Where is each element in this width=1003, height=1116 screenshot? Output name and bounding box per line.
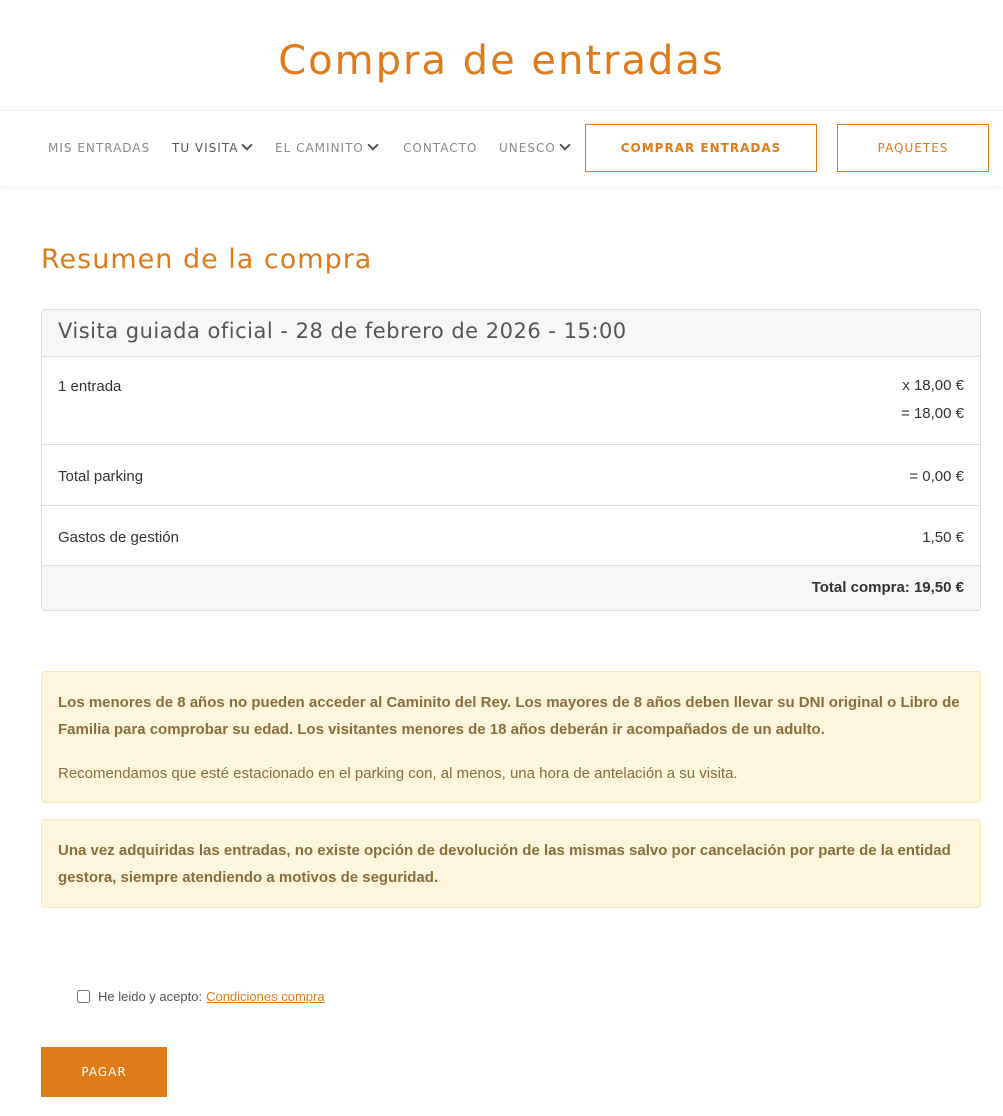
chevron-down-icon: [559, 139, 570, 150]
refund-notice: Una vez adquiridas las entradas, no existe opción de devolución de las mismas salvo por cancelación por parte de la entidad gestora, siempre atendiendo a motivos de seguridad.: [58, 842, 951, 886]
terms-acceptance: [77, 989, 325, 1004]
visit-title: Visita guiada oficial - 28 de febrero de 2026 - 15:00: [42, 310, 980, 357]
ticket-unit-price: x 18,00 €: [902, 377, 964, 394]
fees-value: 1,50 €: [922, 529, 964, 546]
age-alert: [41, 671, 981, 803]
paquetes-button[interactable]: PAQUETES: [837, 124, 989, 172]
tickets-label: 1 entrada: [58, 378, 122, 395]
nav-unesco[interactable]: [499, 141, 569, 155]
summary-section-title: Resumen de la compra: [41, 244, 373, 275]
parking-row: [42, 445, 980, 506]
parking-value: = 0,00 €: [909, 468, 964, 485]
nav-el-caminito[interactable]: [275, 141, 377, 155]
purchase-summary-panel: [41, 309, 981, 611]
fees-row: [42, 506, 980, 566]
terms-checkbox[interactable]: [77, 990, 90, 1003]
nav-contacto[interactable]: CONTACTO: [403, 141, 478, 155]
comprar-entradas-button[interactable]: COMPRAR ENTRADAS: [585, 124, 817, 172]
refund-alert: [41, 819, 981, 908]
chevron-down-icon: [367, 139, 378, 150]
page-title: Compra de entradas: [278, 38, 725, 84]
total-value: Total compra: 19,50 €: [811, 579, 964, 596]
nav-el-caminito-label: EL CAMINITO: [275, 141, 364, 155]
main-navbar: [0, 110, 1003, 186]
ticket-subtotal: = 18,00 €: [901, 405, 964, 422]
parking-notice: Recomendamos que esté estacionado en el parking con, al menos, una hora de antelación a su visita.: [58, 765, 738, 782]
fees-label: Gastos de gestión: [58, 529, 179, 546]
pay-button[interactable]: PAGAR: [41, 1047, 167, 1097]
tickets-row: [42, 357, 980, 445]
nav-mis-entradas[interactable]: MIS ENTRADAS: [48, 141, 151, 155]
nav-unesco-label: UNESCO: [499, 141, 556, 155]
chevron-down-icon: [242, 139, 253, 150]
parking-label: Total parking: [58, 468, 144, 485]
nav-tu-visita-label: TU VISITA: [172, 141, 239, 155]
age-notice: Los menores de 8 años no pueden acceder al Caminito del Rey. Los mayores de 8 años deben llevar su DNI original o Libro de Familia para comprobar su edad. Los visitantes menores de 18 años deberán ir acompañados de un adulto.: [58, 694, 960, 738]
terms-label: He leido y acepto:: [98, 989, 203, 1004]
tickets-prices: [901, 372, 964, 428]
terms-link[interactable]: Condiciones compra: [206, 989, 325, 1004]
total-row: [42, 566, 980, 610]
nav-tu-visita[interactable]: [172, 141, 251, 155]
